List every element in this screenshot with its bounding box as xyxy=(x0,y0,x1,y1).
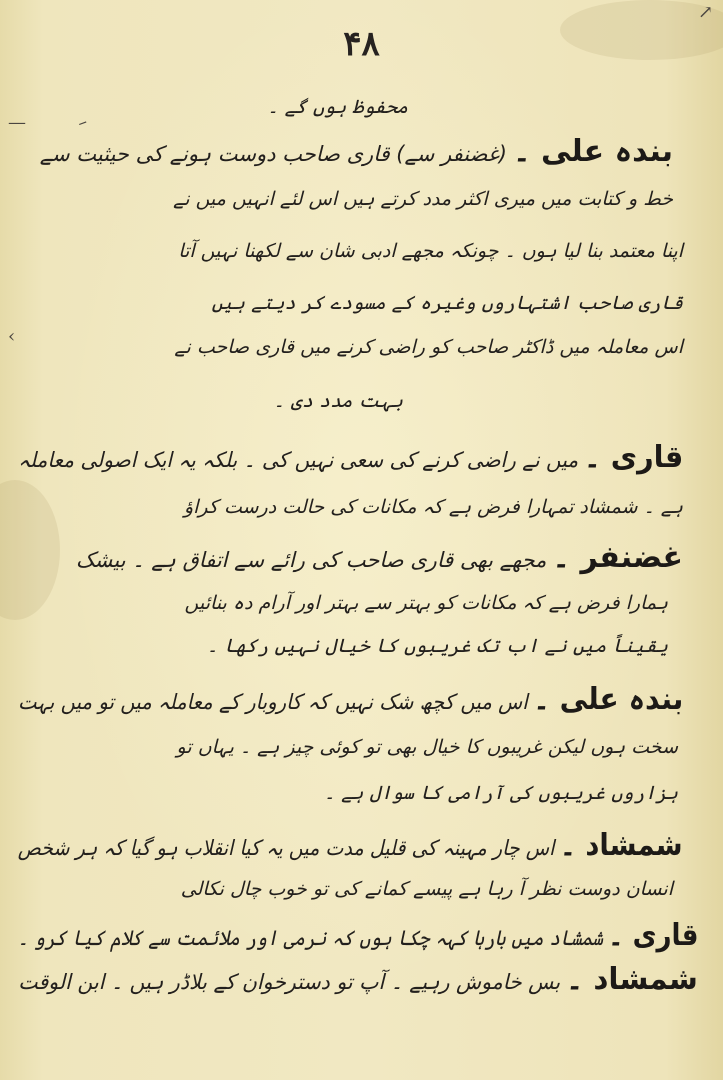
line-text: ہمارا فرض ہے کہ مکانات کو بہتر سے بہتر اور آرام دہ بنائیں xyxy=(184,592,668,614)
text-line xyxy=(324,782,678,804)
text-line xyxy=(174,336,683,358)
line-text: اس معاملہ میں ڈاکٹر صاحب کو راضی کرنے میں قاری صاحب نے xyxy=(174,336,683,358)
text-line xyxy=(267,96,408,118)
text-line xyxy=(177,736,678,758)
line-text: یقیناً میں نے اب تک غریبوں کا خیال نہیں رکھا ۔ xyxy=(206,635,668,657)
ink-mark: ↗ xyxy=(698,2,714,23)
dialogue-line xyxy=(76,540,683,575)
speaker-name: شمشاد ۔ xyxy=(566,962,698,997)
speaker-name: شمشاد ۔ xyxy=(560,828,683,863)
dialogue-line xyxy=(18,682,683,717)
text-line xyxy=(212,292,683,314)
ink-mark: – xyxy=(74,111,91,134)
line-text: شمشاد میں بارہا کہہ چکا ہوں کہ نرمی اور ملائمت سے کلام کیا کرو ۔ xyxy=(17,926,603,950)
speaker-name: قاری ۔ xyxy=(583,440,683,475)
dialogue-line xyxy=(18,440,683,475)
ink-mark: ‹ xyxy=(8,326,16,347)
line-text: مجھے بھی قاری صاحب کی رائے سے اتفاق ہے ۔ بیشک xyxy=(75,548,547,572)
line-text: قاری صاحب اشتہاروں وغیرہ کے مسودے کر دیتے ہیں xyxy=(211,292,683,314)
line-text: (غضنفر سے) قاری صاحب دوست ہونے کی حیثیت سے xyxy=(39,142,508,166)
line-text: ہزاروں غریبوں کی آرامی کا سوال ہے ۔ xyxy=(324,782,678,804)
text-line xyxy=(173,188,673,210)
line-text: اپنا معتمد بنا لیا ہوں ۔ چونکہ مجھے ادبی شان سے لکھنا نہیں آتا xyxy=(178,240,683,262)
text-line xyxy=(181,878,673,900)
speaker-name: بندہ علی ۔ xyxy=(532,682,683,717)
line-text: بس خاموش رہیے ۔ آپ تو دسترخوان کے بلاڈر ہیں ۔ ابن الوقت xyxy=(18,970,561,994)
dialogue-line xyxy=(17,918,698,953)
speaker-name: غضنفر ۔ xyxy=(552,540,683,575)
page-number: ۴۸ xyxy=(343,24,380,64)
text-line xyxy=(207,635,668,657)
dialogue-line xyxy=(18,962,698,997)
dialogue-line xyxy=(18,828,683,863)
line-text: ہے ۔ شمشاد تمہارا فرض ہے کہ مکانات کی حالت درست کراؤ xyxy=(183,496,683,518)
text-line xyxy=(184,496,683,518)
text-line xyxy=(185,592,668,614)
line-text: میں نے راضی کرنے کی سعی نہیں کی ۔ بلکہ یہ ایک اصولی معاملہ xyxy=(17,448,578,472)
speaker-name: بندہ علی ۔ xyxy=(513,134,673,169)
line-text: انسان دوست نظر آ رہا ہے پیسے کمانے کی تو خوب چال نکالی xyxy=(180,878,673,900)
line-text: محفوظ ہوں گے ۔ xyxy=(267,96,408,118)
line-text: سخت ہوں لیکن غریبوں کا خیال بھی تو کوئی چیز ہے ۔ یہاں تو xyxy=(176,736,678,758)
line-text: خط و کتابت میں میری اکثر مدد کرتے ہیں اس لئے انہیں میں نے xyxy=(173,188,673,210)
text-line xyxy=(178,240,683,262)
line-text: بہت مدد دی ۔ xyxy=(273,390,403,412)
speaker-name: قاری ۔ xyxy=(607,918,698,953)
text-line xyxy=(274,390,403,412)
line-text: اس چار مہینہ کی قلیل مدت میں یہ کیا انقلاب ہو گیا کہ ہر شخص xyxy=(18,836,555,860)
dialogue-line xyxy=(40,134,673,169)
ink-mark: — xyxy=(8,112,26,133)
line-text: اس میں کچھ شک نہیں کہ کاروبار کے معاملہ میں تو میں بہت xyxy=(17,690,528,714)
